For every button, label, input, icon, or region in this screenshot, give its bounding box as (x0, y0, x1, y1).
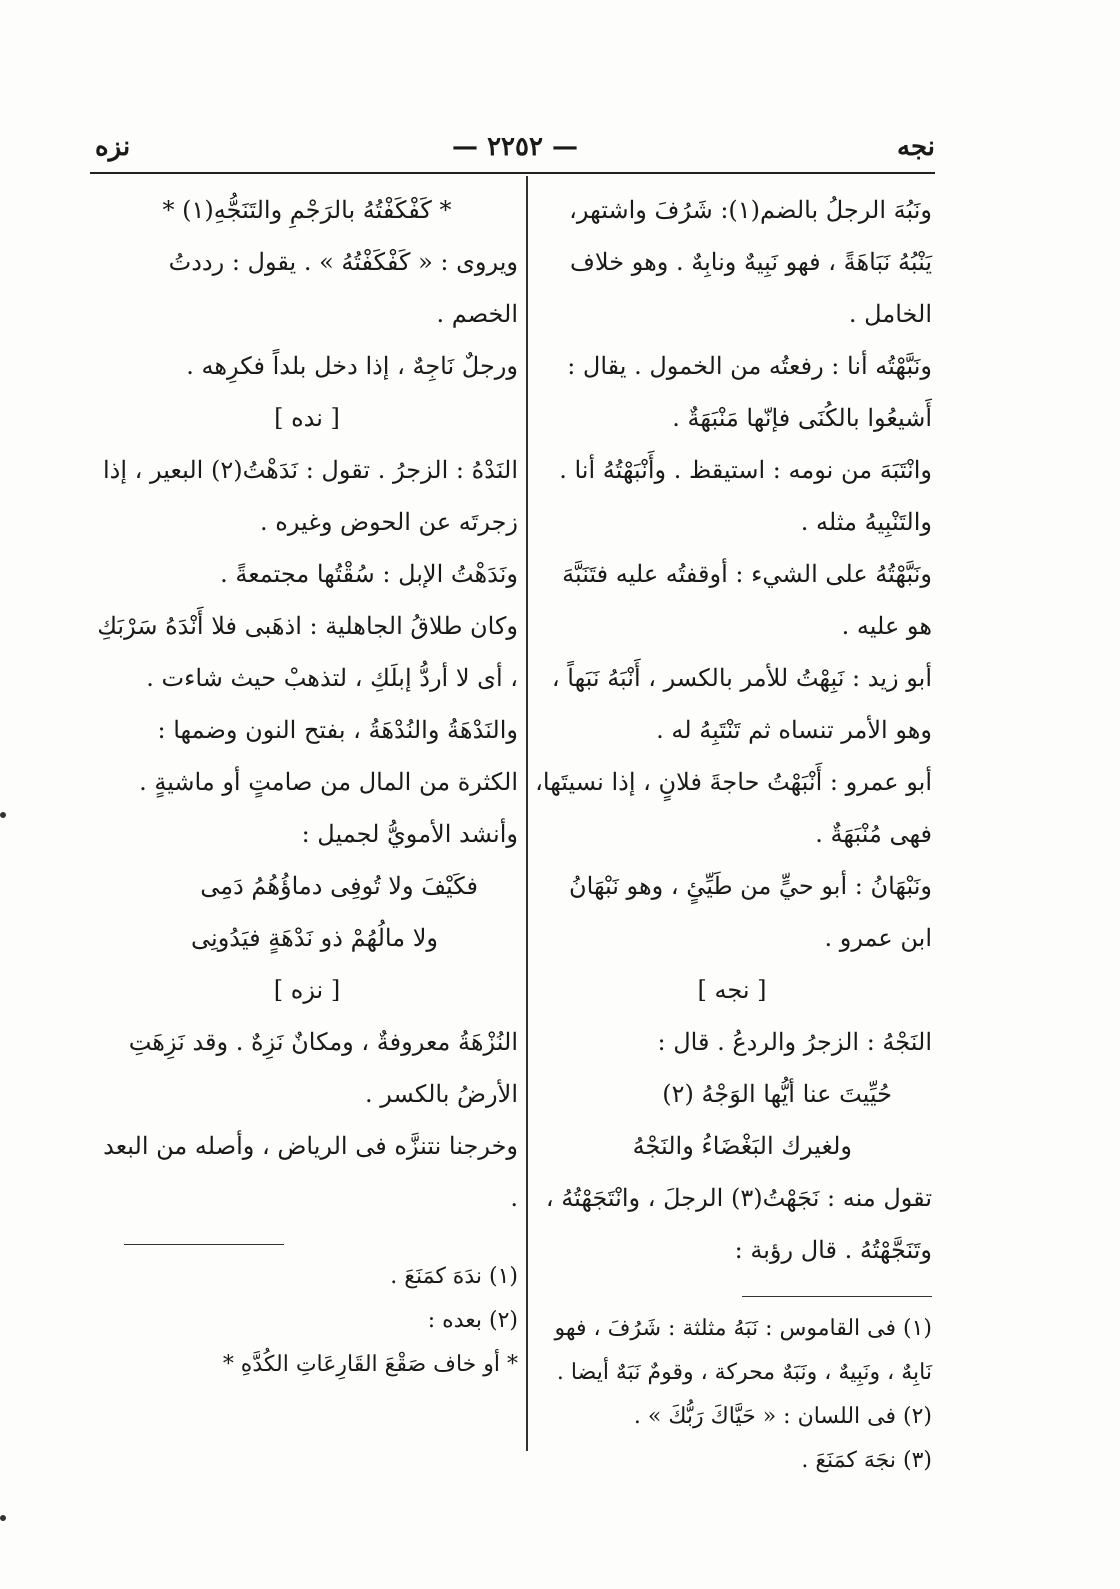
header-right-entry: نجه (897, 132, 935, 162)
paragraph: النَجْهُ : الزجرُ والردعُ . قال : (657, 1028, 932, 1056)
entry-heading: [ نجه ] (697, 976, 767, 1004)
paragraph: ونَدَهْتُ الإبل : سُقْتُها مجتمعةً . (220, 560, 518, 588)
paragraph: ويروى : « كَفْكَفْتُهُ » . يقول : رددتُ الخصم . (168, 248, 518, 328)
paragraph: ورجلٌ نَاجِهٌ ، إذا دخل بلداً فكرِهه . (186, 352, 518, 380)
footnote: (٢) بعده : (427, 1308, 518, 1333)
right-column (532, 184, 932, 1483)
paragraph: وخرجنا نتنزَّه فى الرياض ، وأصله من البعد . (103, 1132, 518, 1212)
column-divider (526, 176, 528, 1451)
page-header (95, 128, 935, 168)
paragraph: ونَبْهَانُ : أبو حيٍّ من طَيِّئٍ ، وهو نَبْهَانُ ابن عمرو . (569, 872, 932, 952)
margin-mark (0, 812, 6, 818)
footnote: (١) ندَهَ كمَنَعَ . (390, 1264, 518, 1289)
footnote: (١) فى القاموس : نَبَهُ مثلثة : شَرُفَ ، فهو نَابِهٌ ، ونَبِيهٌ ، ونَبَهٌ محركة ، وقومٌ نَبَهٌ أيضا . (554, 1316, 932, 1385)
paragraph: والنَدْهَةُ والنُدْهَةُ ، بفتح النون وضمها : الكثرة من المال من صامتٍ أو ماشيةٍ . وأنشد الأمويُّ لجميل : (139, 716, 518, 848)
margin-mark (0, 1515, 6, 1521)
entry-heading: [ نزه ] (273, 976, 341, 1004)
page-number: — ٢٢٥٢ — (452, 132, 578, 162)
entry-heading: [ نده ] (274, 404, 340, 432)
footnote: * أو خاف صَقْعَ القَارِعَاتِ الكُدَّهِ * (222, 1352, 518, 1377)
paragraph: النَدْهُ : الزجرُ . تقول : نَدَهْتُ(٢) البعير ، إذا زجرتَه عن الحوض وغيره . (103, 456, 518, 536)
footnote-separator (124, 1244, 284, 1245)
left-column (96, 184, 518, 1387)
footnote-separator (742, 1296, 932, 1297)
footnote: (٢) فى اللسان : « حَيَّاكَ رَبُّكَ » . (633, 1404, 932, 1429)
paragraph: وكان طلاقُ الجاهلية : اذهَبى فلا أَنْدَهُ سَرْبَكِ ، أى لا أردُّ إبلَكِ ، لتذهبْ حيث شاءت . (97, 612, 518, 692)
verse-line: ولا مالُهُمْ ذو نَدْهَةٍ فيَدُونِى (191, 924, 438, 952)
verse-line: حُيِّيتَ عنا أيُّها الوَجْهُ (٢) (662, 1080, 892, 1108)
verse-line: ولغيرك البَغْضَاءُ والنَجْهُ (632, 1132, 852, 1160)
paragraph: أبو زيد : نَبِهْتُ للأمر بالكسر ، أَنْبَهُ نَبَهاً ، وهو الأمر تنساه ثم تَنْتَبِهُ له . (551, 664, 932, 744)
footnote: (٣) نجَهَ كمَنَعَ . (801, 1448, 932, 1473)
header-rule (90, 172, 935, 174)
paragraph: ونَبَّهْتُه أنا : رفعتُه من الخمول . يقال : أَشيعُوا بالكُنَى فإنّها مَنْبَهَةٌ . (567, 352, 932, 432)
verse-line: فكَيْفَ ولا تُوفِى دماؤُهُمُ دَمِى (200, 872, 478, 900)
paragraph: النُزْهَةُ معروفةٌ ، ومكانٌ نَزِهٌ . وقد نَزِهَتِ الأرضُ بالكسر . (128, 1028, 518, 1108)
paragraph: وانْتَبَهَ من نومه : استيقظ . وأَنْبَهْتُهُ أنا . والتَنْبِيهُ مثله . (559, 456, 932, 536)
paragraph: ونَبَّهْتُهُ على الشيء : أوقفتُه عليه فتَنَبَّهَ هو عليه . (562, 560, 932, 640)
paragraph: ونَبُهَ الرجلُ بالضم(١): شَرُفَ واشتهر، يَنْبُهُ نَبَاهَةً ، فهو نَبِيهٌ ونابِهٌ . وهو خلاف الخامل . (569, 196, 932, 328)
paragraph: أبو عمرو : أَنْبَهْتُ حاجةَ فلانٍ ، إذا نسيتَها، فهى مُنْبَهَةٌ . (535, 768, 932, 848)
header-left-entry: نزه (95, 132, 131, 162)
paragraph: تقول منه : نَجَهْتُ(٣) الرجلَ ، وانْتَجَهْتُهُ ، وتَنَجَّهْتُهُ . قال رؤبة : (545, 1184, 932, 1264)
verse-line: * كَفْكَفْتُهُ بالرَجْمِ والتَنَجُّهِ(١) * (162, 196, 452, 224)
